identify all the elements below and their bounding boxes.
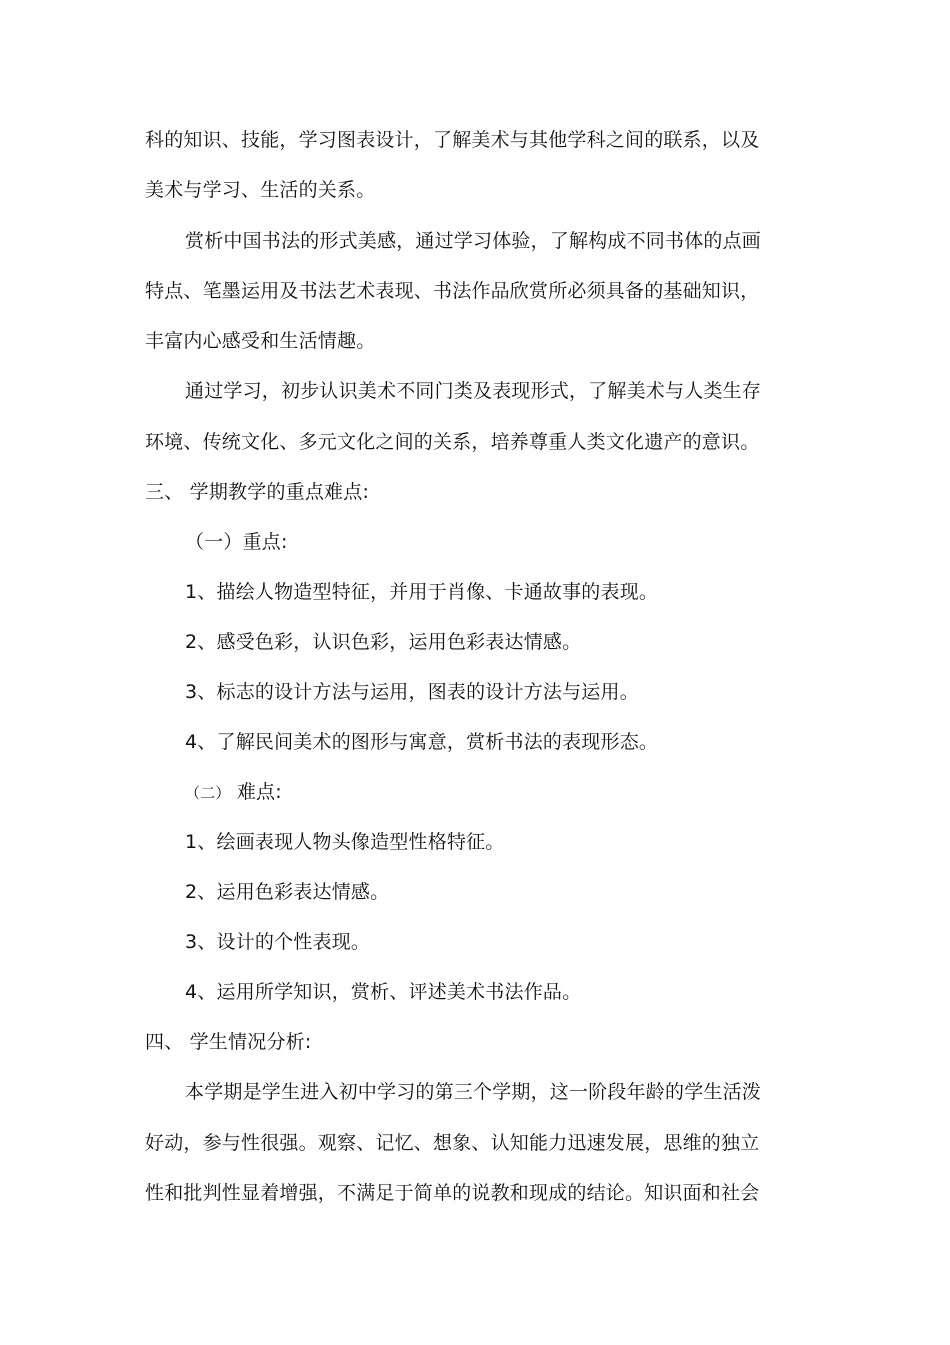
paragraph-a-line-1: 科的知识、技能，学习图表设计，了解美术与其他学科之间的联系，以及 (145, 129, 760, 151)
paragraph-b-line-2: 特点、笔墨运用及书法艺术表现、书法作品欣赏所必须具备的基础知识， (145, 280, 760, 302)
difficulty-item: 3、设计的个性表现。 (185, 931, 371, 953)
difficulty-item: 1、绘画表现人物头像造型性格特征。 (185, 831, 505, 853)
section-4-paragraph-line-2: 好动，参与性很强。观察、记忆、想象、认知能力迅速发展，思维的独立 (145, 1132, 760, 1154)
paragraph-c-line-2: 环境、传统文化、多元文化之间的关系，培养尊重人类文化遗产的意识。 (145, 431, 760, 453)
section-4-heading: 四、 学生情况分析: (145, 1031, 312, 1053)
difficulty-item: 2、运用色彩表达情感。 (185, 881, 390, 903)
key-point-item: 4、了解民间美术的图形与寓意，赏析书法的表现形态。 (185, 731, 659, 753)
section-4-paragraph-line-1: 本学期是学生进入初中学习的第三个学期，这一阶段年龄的学生活泼 (185, 1081, 762, 1103)
difficulties-label-text: 难点: (236, 781, 282, 803)
section-3-heading: 三、 学期教学的重点难点: (145, 481, 370, 503)
difficulty-item: 4、运用所学知识，赏析、评述美术书法作品。 (185, 981, 582, 1003)
paragraph-c-line-1: 通过学习，初步认识美术不同门类及表现形式，了解美术与人类生存 (185, 380, 762, 402)
paragraph-b-line-3: 丰富内心感受和生活情趣。 (145, 330, 376, 352)
key-points-label: （一）重点: (185, 531, 288, 553)
paragraph-b-line-1: 赏析中国书法的形式美感，通过学习体验，了解构成不同书体的点画 (185, 230, 762, 252)
key-point-item: 2、感受色彩，认识色彩，运用色彩表达情感。 (185, 631, 582, 653)
difficulties-marker: （二） (185, 784, 231, 802)
key-point-item: 1、描绘人物造型特征，并用于肖像、卡通故事的表现。 (185, 581, 659, 603)
section-4-paragraph-line-3: 性和批判性显着增强，不满足于简单的说教和现成的结论。知识面和社会 (145, 1182, 760, 1204)
difficulties-label (185, 780, 825, 805)
key-point-item: 3、标志的设计方法与运用，图表的设计方法与运用。 (185, 681, 639, 703)
paragraph-a-line-2: 美术与学习、生活的关系。 (145, 179, 376, 201)
